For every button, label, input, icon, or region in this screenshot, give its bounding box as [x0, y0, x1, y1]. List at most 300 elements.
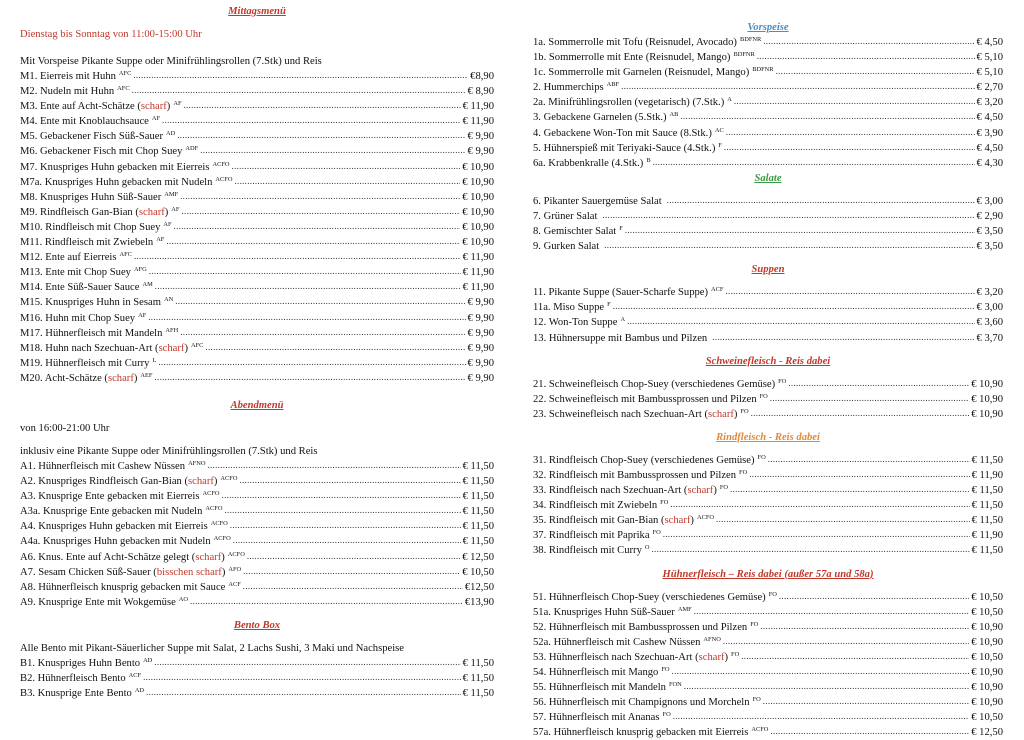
allergen-code: BDFNR [752, 66, 774, 74]
allergen-code: AF [171, 205, 180, 213]
menu-item [533, 453, 1003, 468]
menu-item-price: € 8,90 [467, 86, 494, 98]
menu-item [20, 295, 494, 310]
menu-list [20, 459, 494, 610]
menu-item [533, 680, 1003, 695]
dot-leader [763, 697, 969, 710]
allergen-code: ADF [185, 145, 199, 153]
menu-item [533, 483, 1003, 498]
dot-leader [148, 313, 465, 326]
dot-leader [224, 506, 460, 519]
menu-item [20, 656, 494, 671]
menu-item-price: € 4,30 [976, 157, 1003, 169]
menu-item-name: M1. Eierreis mit Huhn [20, 71, 116, 82]
menu-item [533, 620, 1003, 635]
menu-item-name: 8. Gemischter Salat [533, 226, 617, 238]
allergen-code: AEF [140, 371, 153, 379]
dot-leader [222, 491, 461, 504]
menu-item-price: € 10,90 [971, 697, 1003, 709]
menu-item-name: 57. Hühnerfleisch mit Ananas [533, 712, 660, 724]
menu-item-price: € 11,90 [462, 101, 494, 113]
menu-item-price: € 11,50 [462, 476, 494, 488]
menu-item-name: B3. Knusprige Ente Bento [20, 688, 132, 700]
menu-item [20, 84, 494, 99]
menu-item-name: B2. Hühnerfleisch Bento [20, 673, 126, 684]
allergen-code: ACF [228, 580, 241, 588]
dot-leader [602, 211, 974, 224]
menu-item-name: 33. Rindfleisch nach Szechuan-Art (scharf) [533, 485, 717, 497]
allergen-code: ACFO [227, 550, 245, 558]
menu-item-price: € 10,90 [462, 221, 494, 233]
dot-leader [673, 712, 970, 725]
allergen-code: ACFO [751, 726, 769, 734]
menu-item-price: € 3,20 [976, 287, 1003, 299]
dot-leader [207, 461, 460, 474]
dot-leader [779, 592, 969, 605]
menu-item [533, 635, 1003, 650]
allergen-code: AFC [117, 85, 130, 93]
menu-item-name: M7. Knuspriges Huhn gebacken mit Eierreis [20, 161, 210, 173]
menu-item-name: A1. Hühnerfleisch mit Cashew Nüssen [20, 460, 186, 472]
menu-item-price: € 11,50 [462, 673, 494, 684]
menu-item-name: 52a. Hühnerfleisch mit Cashew Nüssen [533, 636, 701, 648]
menu-item [533, 95, 1003, 110]
dot-leader [200, 147, 465, 160]
dot-leader [725, 287, 974, 300]
allergen-code: AF [138, 311, 147, 319]
menu-item-name: M12. Ente auf Eierreis [20, 252, 117, 264]
dot-leader [175, 298, 465, 311]
dot-leader [776, 67, 975, 80]
allergen-code: AFNO [188, 459, 206, 467]
menu-item-price: € 9,90 [467, 131, 494, 143]
allergen-code: AC [714, 126, 724, 134]
menu-item [20, 504, 494, 519]
right-column [533, 20, 1003, 740]
menu-item-price: € 4,50 [976, 112, 1003, 124]
menu-item-price: € 11,50 [462, 688, 494, 700]
menu-item [533, 285, 1003, 300]
menu-item-name: M19. Hühnerfleisch mit Curry [20, 357, 150, 369]
menu-item-name: A4a. Knuspriges Huhn gebacken mit Nudeln [20, 536, 211, 548]
menu-item-name: 34. Rindfleisch mit Zwiebeln [533, 500, 658, 512]
dot-leader [132, 86, 466, 99]
menu-item [533, 468, 1003, 483]
dot-leader [158, 358, 465, 371]
menu-item-price: € 11,90 [462, 116, 494, 128]
menu-item-name: M11. Rindfleisch mit Zwiebeln [20, 237, 154, 249]
menu-item-name: 31. Rindfleisch Chop-Suey (verschiedenes Gemüse) [533, 454, 755, 466]
menu-item-price: € 10,50 [971, 606, 1003, 618]
dot-leader [232, 162, 461, 175]
menu-item-name: 35. Rindfleisch mit Gan-Bian (scharf) [533, 515, 694, 527]
allergen-code: F [619, 225, 623, 233]
allergen-code: FO [719, 484, 729, 492]
menu-item-price: € 11,90 [462, 252, 494, 264]
menu-item-price: € 2,90 [976, 210, 1003, 222]
allergen-code: FO [662, 711, 671, 719]
allergen-code: FO [740, 407, 749, 415]
allergen-code: AF [151, 115, 161, 123]
menu-item-price: € 9,90 [467, 297, 494, 309]
menu-item-price: € 9,90 [467, 312, 494, 324]
menu-item-name: A9. Knusprige Ente mit Wokgemüse [20, 596, 176, 608]
dot-leader [613, 302, 975, 315]
menu-item-price: € 10,90 [462, 161, 494, 173]
menu-item [533, 377, 1003, 392]
dot-leader [621, 82, 974, 95]
spicy-label: scharf [195, 551, 222, 563]
menu-item-price: € 5,10 [976, 52, 1003, 64]
menu-item-name: A6. Knus. Ente auf Acht-Schätze gelegt (scharf) [20, 551, 225, 563]
section-title-huhn: Hühnerfleisch – Reis dabei (außer 57a und 58a) [662, 568, 874, 580]
menu-list [533, 35, 1003, 171]
menu-item-name: 12. Won-Ton Suppe [533, 317, 618, 329]
menu-item-price: € 5,10 [976, 67, 1003, 79]
menu-item-name: 52. Hühnerfleisch mit Bambussprossen und Pilzen [533, 621, 748, 633]
allergen-code: A [620, 316, 626, 324]
menu-item-price: € 12,50 [462, 551, 494, 563]
menu-item [20, 114, 494, 129]
menu-item-price: € 12,50 [971, 727, 1003, 739]
allergen-code: AD [165, 130, 176, 138]
menu-item [20, 311, 494, 326]
menu-item [20, 129, 494, 144]
menu-item [20, 250, 494, 265]
dot-leader [247, 552, 460, 565]
menu-item [20, 175, 494, 190]
spicy-label: scharf [138, 206, 165, 218]
allergen-code: AFO [228, 565, 242, 573]
menu-item-name: 54. Hühnerfleisch mit Mango [533, 667, 659, 678]
menu-item-name: M5. Gebackener Fisch Süß-Sauer [20, 131, 163, 143]
menu-item [20, 686, 494, 701]
menu-item-price: € 9,90 [467, 146, 494, 158]
allergen-code: FO [750, 620, 759, 628]
menu-item-name: M6. Gebackener Fisch mit Chop Suey [20, 146, 183, 158]
menu-item [533, 224, 1003, 239]
dot-leader [166, 237, 460, 250]
menu-item-price: € 11,50 [971, 454, 1003, 466]
allergen-code: AO [178, 595, 189, 603]
menu-item-name: 32. Rindfleisch mit Bambussprossen und Pilzen [533, 469, 737, 481]
menu-item [20, 550, 494, 565]
dot-leader [154, 373, 465, 386]
dinner-intro: inklusiv eine Pikante Suppe oder Minifrühlingsrollen (7.Stk) und Reis [20, 445, 318, 457]
dot-leader [184, 101, 461, 114]
menu-item [20, 519, 494, 534]
allergen-code: FO [759, 392, 768, 400]
menu-item [533, 392, 1003, 407]
menu-item [533, 725, 1003, 740]
allergen-code: ACFO [215, 175, 233, 183]
menu-item-price: € 11,50 [462, 521, 494, 533]
menu-item-price: € 11,90 [971, 469, 1003, 481]
menu-item-price: € 10,50 [971, 712, 1003, 724]
menu-item-price: € 10,90 [971, 682, 1003, 694]
menu-item [20, 280, 494, 295]
menu-item-name: 37. Rindfleisch mit Paprika [533, 530, 650, 542]
menu-item-name: 56. Hühnerfleisch mit Champignons und Morcheln [533, 697, 750, 709]
menu-item-name: 2. Hummerchips [533, 82, 604, 94]
menu-item-name: B1. Knuspriges Huhn Bento [20, 657, 141, 669]
menu-item-price: € 9,90 [467, 327, 494, 339]
menu-item-price: € 11,90 [462, 282, 494, 294]
menu-item-name: M15. Knuspriges Huhn in Sesam [20, 297, 161, 309]
allergen-code: FO [661, 666, 670, 673]
allergen-code: O [644, 544, 650, 552]
menu-item [20, 69, 494, 84]
allergen-code: FO [778, 377, 787, 385]
allergen-code: AF [156, 236, 165, 244]
dot-leader [751, 409, 970, 422]
dot-leader [653, 158, 975, 171]
allergen-code: ACF [711, 286, 724, 294]
menu-item-price: €13,90 [464, 596, 494, 608]
menu-item-price: € 3,50 [976, 226, 1003, 238]
menu-item [533, 110, 1003, 125]
menu-item-name: M7a. Knuspriges Huhn gebacken mit Nudeln [20, 176, 213, 188]
menu-item-price: € 11,50 [971, 485, 1003, 497]
menu-item [20, 326, 494, 341]
menu-item [533, 239, 1003, 254]
dot-leader [154, 658, 460, 671]
dot-leader [667, 196, 975, 209]
dot-leader [770, 394, 969, 407]
allergen-code: F [607, 301, 611, 309]
menu-item-price: € 11,50 [971, 500, 1003, 512]
menu-item-name: 1a. Sommerrolle mit Tofu (Reisnudel, Avocado) [533, 37, 737, 48]
menu-item [533, 300, 1003, 315]
section-title-salate: Salate [754, 172, 782, 184]
dot-leader [770, 727, 969, 740]
menu-item-price: € 3,00 [976, 195, 1003, 207]
menu-item [20, 459, 494, 474]
allergen-code: ACFO [220, 475, 238, 483]
dot-leader [768, 455, 970, 468]
menu-item [20, 220, 494, 235]
dot-leader [652, 546, 970, 559]
menu-item-price: € 11,50 [462, 657, 494, 669]
menu-item [533, 605, 1003, 620]
menu-item-name: 38. Rindfleisch mit Curry [533, 545, 642, 557]
dot-leader [233, 537, 461, 550]
allergen-code: AMF [164, 190, 179, 198]
allergen-code: AFNO [703, 635, 721, 643]
bento-intro: Alle Bento mit Pikant-Säuerlicher Suppe mit Salat, 2 Lachs Sushi, 3 Maki und Nachspeise [20, 642, 404, 654]
section-title-schwein: Schweinefleisch - Reis dabei [705, 355, 831, 367]
spicy-label: scharf [158, 342, 185, 354]
menu-item [20, 474, 494, 489]
dot-leader [146, 688, 461, 701]
menu-item-price: € 11,50 [971, 515, 1003, 527]
menu-item-price: € 10,90 [462, 206, 494, 218]
menu-item [20, 534, 494, 549]
menu-item-price: € 9,90 [467, 342, 494, 354]
dot-leader [143, 673, 461, 686]
menu-item-name: A8. Hühnerfleisch knusprig gebacken mit Sauce [20, 581, 226, 593]
menu-item-name: M13. Ente mit Chop Suey [20, 267, 131, 279]
spicy-label: scharf [140, 101, 167, 113]
dot-leader [694, 607, 970, 620]
allergen-code: ACFO [202, 490, 220, 498]
dot-leader [712, 333, 974, 346]
menu-item-name: 1b. Sommerrolle mit Ente (Reisnudel, Mango) [533, 52, 731, 64]
menu-item-name: A7. Sesam Chicken Süß-Sauer (bisschen scharf) [20, 566, 226, 578]
menu-list [533, 453, 1003, 559]
menu-item [533, 590, 1003, 605]
menu-item [533, 528, 1003, 543]
menu-item-price: € 4,50 [976, 37, 1003, 48]
allergen-code: ABF [606, 81, 620, 89]
menu-item [533, 513, 1003, 528]
menu-item [533, 407, 1003, 422]
menu-item-name: 11a. Miso Suppe [533, 302, 605, 314]
dot-leader [749, 470, 969, 483]
menu-item-price: € 3,70 [976, 332, 1003, 344]
menu-item-name: M17. Hühnerfleisch mit Mandeln [20, 327, 163, 339]
menu-item [533, 331, 1003, 346]
menu-item-name: 23. Schweinefleisch nach Szechuan-Art (scharf) [533, 408, 738, 420]
section-title-rind: Rindfleisch - Reis dabei [716, 431, 820, 443]
menu-item [20, 205, 494, 220]
dot-leader [684, 682, 969, 695]
menu-item-price: € 11,50 [462, 491, 494, 503]
menu-item-name: M8. Knuspriges Huhn Süß-Sauer [20, 191, 162, 203]
dot-leader [663, 530, 970, 543]
spicy-label: scharf [687, 485, 714, 497]
allergen-code: AF [173, 100, 182, 108]
menu-item [20, 341, 494, 356]
menu-item-name: M3. Ente auf Acht-Schätze (scharf) [20, 101, 171, 113]
menu-item [20, 99, 494, 114]
dot-leader [177, 131, 465, 144]
allergen-code: AN [163, 296, 174, 304]
menu-item-name: 1c. Sommerrolle mit Garnelen (Reisnudel, Mango) [533, 67, 750, 79]
allergen-code: BDFNR [739, 36, 762, 43]
dot-leader [730, 485, 970, 498]
dot-leader [670, 500, 969, 513]
menu-item [533, 650, 1003, 665]
menu-item-price: €8,90 [470, 71, 494, 82]
menu-item-name: M10. Rindfleisch mit Chop Suey [20, 221, 161, 233]
menu-item-name: 51. Hühnerfleisch Chop-Suey (verschiedenes Gemüse) [533, 591, 766, 603]
allergen-code: FO [757, 453, 766, 461]
dot-leader [604, 241, 974, 254]
menu-item [533, 665, 1003, 680]
menu-item-price: € 3,50 [976, 241, 1003, 253]
menu-item-price: € 3,90 [976, 127, 1003, 139]
menu-item-price: € 2,70 [976, 82, 1003, 94]
dot-leader [205, 343, 465, 356]
section-title-abend: Abendmenü [230, 399, 284, 411]
allergen-code: FON [668, 681, 682, 689]
menu-item-price: € 10,90 [971, 621, 1003, 633]
menu-item-price: € 3,00 [976, 302, 1003, 314]
allergen-code: A [727, 96, 732, 104]
menu-item [533, 498, 1003, 513]
menu-item-price: € 4,50 [976, 142, 1003, 154]
allergen-code: ACFO [210, 520, 228, 528]
menu-list [533, 590, 1003, 740]
menu-list [533, 285, 1003, 345]
menu-item [20, 235, 494, 250]
menu-item-name: 4. Gebackene Won-Ton mit Sauce (8.Stk.) [533, 127, 712, 139]
menu-item [533, 141, 1003, 156]
dot-leader [724, 143, 975, 156]
dot-leader [234, 177, 460, 190]
dot-leader [726, 128, 975, 141]
menu-item [533, 156, 1003, 171]
section-title-vorspeise: Vorspeise [747, 22, 789, 33]
spicy-label: scharf [188, 476, 214, 488]
allergen-code: ACFO [696, 514, 715, 522]
menu-item-name: 6a. Krabbenkralle (4.Stk.) [533, 157, 644, 169]
menu-item [533, 126, 1003, 141]
menu-item [533, 209, 1003, 224]
menu-item-name: A4. Knuspriges Huhn gebacken mit Eierreis [20, 521, 208, 533]
menu-item-name: 13. Hühnersuppe mit Bambus und Pilzen [533, 332, 708, 344]
menu-item-price: €12,50 [464, 581, 494, 593]
menu-item [20, 580, 494, 595]
menu-list [533, 377, 1003, 422]
menu-item-price: € 10,90 [971, 667, 1003, 678]
spicy-label: scharf [107, 372, 134, 384]
dot-leader [174, 222, 461, 235]
menu-item-price: € 10,90 [462, 191, 494, 203]
menu-item [20, 356, 494, 371]
menu-item [20, 489, 494, 504]
allergen-code: FO [731, 650, 740, 658]
menu-item [20, 265, 494, 280]
menu-item-name: 11. Pikante Suppe (Sauer-Scharfe Suppe) [533, 287, 709, 299]
allergen-code: BDFNR [733, 51, 755, 59]
allergen-code: AFC [190, 341, 204, 349]
dot-leader [162, 116, 461, 129]
menu-item [533, 315, 1003, 330]
menu-list [20, 656, 494, 701]
dot-leader [181, 207, 460, 220]
dot-leader [741, 652, 969, 665]
spicy-label: scharf [664, 515, 691, 527]
allergen-code: FO [739, 468, 748, 476]
menu-item [533, 80, 1003, 95]
lunch-intro: Mit Vorspeise Pikante Suppe oder Minifrühlingsrollen (7.Stk) und Reis [20, 56, 322, 67]
allergen-code: FO [752, 696, 761, 704]
menu-item-name: 5. Hühnerspieß mit Teriyaki-Sauce (4.Stk.) [533, 142, 716, 154]
dot-leader [763, 37, 974, 50]
menu-item-name: 51a. Knuspriges Huhn Süß-Sauer [533, 606, 675, 618]
section-title-suppen: Suppen [751, 264, 785, 276]
menu-item-name: M9. Rindfleisch Gan-Bian (scharf) [20, 206, 169, 218]
section-title-bento: Bento Box [233, 619, 281, 631]
dot-leader [155, 282, 461, 295]
dot-leader [230, 521, 461, 534]
menu-item-name: 55. Hühnerfleisch mit Mandeln [533, 682, 666, 694]
menu-item-name: M16. Huhn mit Chop Suey [20, 312, 136, 324]
dot-leader [133, 71, 468, 84]
allergen-code: FO [768, 590, 777, 598]
menu-item-name: 6. Pikanter Sauergemüse Salat [533, 195, 662, 207]
allergen-code: AB [669, 111, 679, 119]
menu-item [533, 65, 1003, 80]
allergen-code: FO [652, 529, 661, 537]
spicy-label: bisschen scharf [156, 566, 222, 578]
menu-item-name: 3. Gebackene Garnelen (5.Stk.) [533, 112, 667, 124]
allergen-code: AMF [677, 605, 692, 613]
menu-item-price: € 3,20 [976, 97, 1003, 109]
dot-leader [757, 52, 975, 65]
